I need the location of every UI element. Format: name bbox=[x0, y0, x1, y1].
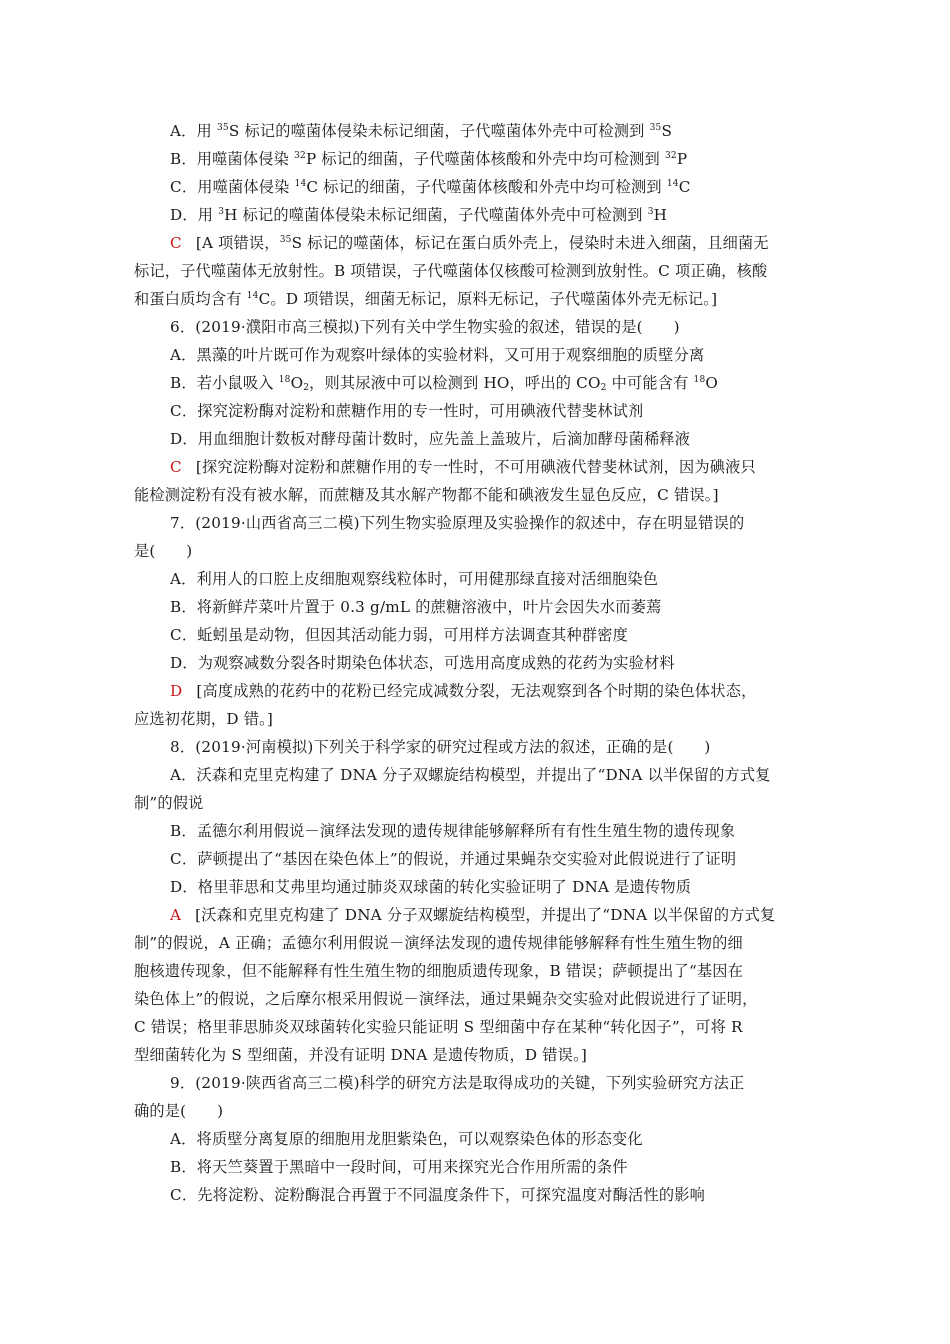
q6-answer-line-1: C [探究淀粉酶对淀粉和蔗糖作用的专一性时，不可用碘液代替斐林试剂，因为碘液只 bbox=[170, 458, 756, 476]
q9-option-c: C．先将淀粉、淀粉酶混合再置于不同温度条件下，可探究温度对酶活性的影响 bbox=[170, 1186, 705, 1204]
q8-answer-key: A bbox=[170, 906, 182, 924]
q7-option-d: D．为观察减数分裂各时期染色体状态，可选用高度成熟的花药为实验材料 bbox=[170, 654, 675, 672]
q8-answer-line-6: 型细菌转化为 S 型细菌，并没有证明 DNA 是遗传物质，D 错误。] bbox=[134, 1046, 587, 1064]
q5-answer-line-2: 标记，子代噬菌体无放射性。B 项错误，子代噬菌体仅核酸可检测到放射性。C 项正确，核酸 bbox=[134, 262, 768, 280]
q6-option-b: B．若小鼠吸入 $^{18}O_2$，则其尿液中可以检测到 HO，呼出的 $CO_2$ 中可能含有 $^{18}$O bbox=[170, 374, 719, 393]
q7-option-b: B．将新鲜芹菜叶片置于 0.3 g/mL 的蔗糖溶液中，叶片会因失水而萎蔫 bbox=[170, 598, 662, 616]
q6-answer-key: C bbox=[170, 458, 182, 476]
q8-option-a-line-2: 制”的假说 bbox=[134, 794, 204, 812]
q8-option-d: D．格里菲思和艾弗里均通过肺炎双球菌的转化实验证明了 DNA 是遗传物质 bbox=[170, 878, 692, 896]
q5-option-a: A．用 $^{35}$S 标记的噬菌体侵染未标记细菌，子代噬菌体外壳中可检测到 $^{35}$S bbox=[170, 122, 673, 140]
q8-answer-line-5: C 错误；格里菲思肺炎双球菌转化实验只能证明 S 型细菌中存在某种“转化因子”，可将 R bbox=[134, 1018, 743, 1036]
q8-answer-line-1: A [沃森和克里克构建了 DNA 分子双螺旋结构模型，并提出了“DNA 以半保留的方式复 bbox=[170, 906, 776, 924]
q8-option-b: B．孟德尔利用假说－演绎法发现的遗传规律能够解释所有有性生殖生物的遗传现象 bbox=[170, 822, 736, 840]
q7-answer-key: D bbox=[170, 682, 183, 700]
q6-option-a: A．黑藻的叶片既可作为观察叶绿体的实验材料，又可用于观察细胞的质壁分离 bbox=[170, 346, 705, 364]
q5-answer-key: C bbox=[170, 234, 182, 252]
q7-stem-line-1: 7．(2019·山西省高三二模)下列生物实验原理及实验操作的叙述中，存在明显错误的 bbox=[170, 514, 745, 532]
q6-option-d: D．用血细胞计数板对酵母菌计数时，应先盖上盖玻片，后滴加酵母菌稀释液 bbox=[170, 430, 691, 448]
q9-stem-line-2: 确的是( ) bbox=[134, 1102, 224, 1120]
q5-option-c: C．用噬菌体侵染 $^{14}$C 标记的细菌，子代噬菌体核酸和外壳中均可检测到 $^{14}$C bbox=[170, 178, 691, 196]
q7-answer-line-2: 应选初花期，D 错。] bbox=[134, 710, 274, 728]
q7-option-c: C．蚯蚓虽是动物，但因其活动能力弱，可用样方法调查其种群密度 bbox=[170, 626, 629, 644]
q6-answer-line-2: 能检测淀粉有没有被水解，而蔗糖及其水解产物都不能和碘液发生显色反应，C 错误。] bbox=[134, 486, 719, 504]
q7-stem-line-2: 是( ) bbox=[134, 542, 193, 560]
q7-answer-line-1: D [高度成熟的花药中的花粉已经完成减数分裂，无法观察到各个时期的染色体状态， bbox=[170, 682, 757, 700]
q5-option-d: D．用 $^3$H 标记的噬菌体侵染未标记细菌，子代噬菌体外壳中可检测到 $^3$H bbox=[170, 206, 668, 224]
q6-option-c: C．探究淀粉酶对淀粉和蔗糖作用的专一性时，可用碘液代替斐林试剂 bbox=[170, 402, 644, 420]
q9-option-a: A．将质壁分离复原的细胞用龙胆紫染色，可以观察染色体的形态变化 bbox=[170, 1130, 643, 1148]
q7-option-a: A．利用人的口腔上皮细胞观察线粒体时，可用健那绿直接对活细胞染色 bbox=[170, 570, 659, 588]
q8-answer-line-2: 制”的假说，A 正确；孟德尔利用假说－演绎法发现的遗传规律能够解释有性生殖生物的细 bbox=[134, 934, 743, 952]
q9-stem-line-1: 9．(2019·陕西省高三二模)科学的研究方法是取得成功的关键，下列实验研究方法正 bbox=[170, 1074, 745, 1092]
q5-answer-line-1: C [A 项错误，$^{35}$S 标记的噬菌体，标记在蛋白质外壳上，侵染时未进入细菌，且细菌无 bbox=[170, 234, 769, 252]
q8-option-a-line-1: A．沃森和克里克构建了 DNA 分子双螺旋结构模型，并提出了“DNA 以半保留的方式复 bbox=[170, 766, 771, 784]
q6-stem: 6．(2019·濮阳市高三模拟)下列有关中学生物实验的叙述，错误的是( ) bbox=[170, 318, 680, 336]
q8-answer-line-4: 染色体上”的假说，之后摩尔根采用假说－演绎法，通过果蝇杂交实验对此假说进行了证明， bbox=[134, 990, 758, 1008]
q5-option-b: B．用噬菌体侵染 $^{32}$P 标记的细菌，子代噬菌体核酸和外壳中均可检测到 $^{32}$P bbox=[170, 150, 688, 168]
q8-option-c: C．萨顿提出了“基因在染色体上”的假说，并通过果蝇杂交实验对此假说进行了证明 bbox=[170, 850, 737, 868]
q9-option-b: B．将天竺葵置于黑暗中一段时间，可用来探究光合作用所需的条件 bbox=[170, 1158, 628, 1176]
q8-stem: 8．(2019·河南模拟)下列关于科学家的研究过程或方法的叙述，正确的是( ) bbox=[170, 738, 711, 756]
q8-answer-line-3: 胞核遗传现象，但不能解释有性生殖生物的细胞质遗传现象，B 错误；萨顿提出了“基因在 bbox=[134, 962, 744, 980]
q5-answer-line-3: 和蛋白质均含有 $^{14}$C。D 项错误，细菌无标记，原料无标记，子代噬菌体外壳无标记。] bbox=[134, 290, 718, 308]
